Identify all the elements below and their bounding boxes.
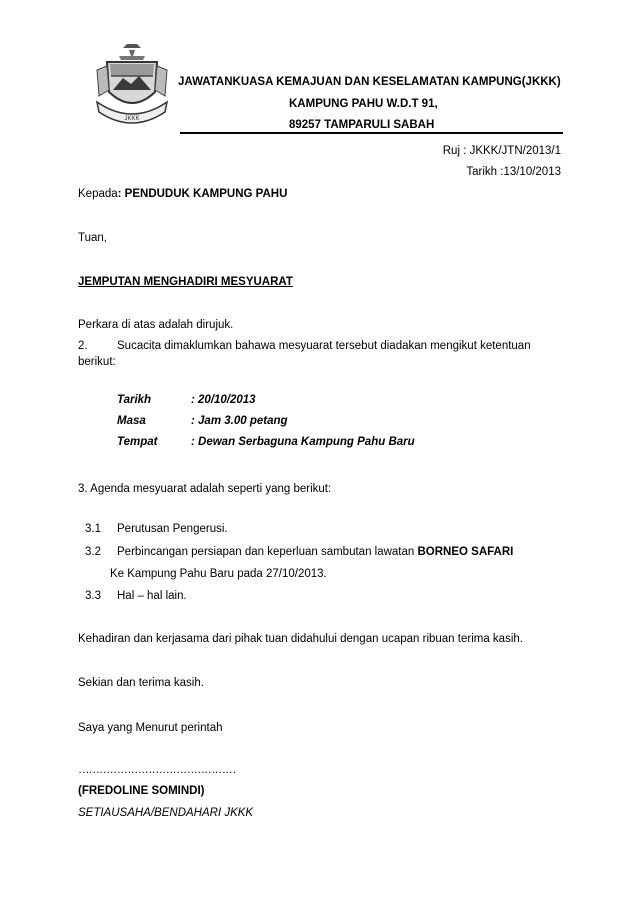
agenda-item-1-text: Perutusan Pengerusi. — [117, 523, 228, 535]
paragraph-2-number: 2. — [78, 340, 88, 352]
signatory-name: (FREDOLINE SOMINDI) — [78, 785, 205, 797]
paragraph-1: Perkara di atas adalah dirujuk. — [78, 319, 234, 331]
village-crest-icon — [93, 40, 171, 130]
agenda-intro: 3. Agenda mesyuarat adalah seperti yang berikut: — [78, 483, 332, 495]
subject-heading: JEMPUTAN MENGHADIRI MESYUARAT — [78, 276, 293, 288]
recipient-label: Kepada — [78, 188, 118, 200]
agenda-item-1-number: 3.1 — [85, 523, 101, 535]
salutation: Tuan, — [78, 232, 107, 244]
signature-line: ……………………………………… — [78, 764, 236, 776]
recipient-name: : PENDUDUK KAMPUNG PAHU — [117, 188, 288, 200]
recipient-line — [78, 187, 287, 201]
letterhead-org: JAWATANKUASA KEMAJUAN DAN KESELAMATAN KAMPUNG(JKKK) — [178, 76, 561, 88]
detail-label-date: Tarikh — [117, 394, 152, 406]
agenda-item-3-number: 3.3 — [85, 590, 101, 602]
detail-label-time: Masa — [117, 415, 146, 427]
detail-value-venue: : Dewan Serbaguna Kampung Pahu Baru — [191, 436, 415, 448]
letterhead-address1: KAMPUNG PAHU W.D.T 91, — [289, 98, 438, 110]
letterhead-address2: 89257 TAMPARULI SABAH — [289, 119, 435, 131]
agenda-item-2-plain: Perbincangan persiapan dan keperluan sambutan lawatan — [117, 546, 418, 558]
letterhead-rule — [180, 132, 563, 134]
paragraph-2-line2: berikut: — [78, 356, 116, 368]
closing-paragraph-3: Saya yang Menurut perintah — [78, 722, 223, 734]
detail-label-venue: Tempat — [117, 436, 158, 448]
signatory-title: SETIAUSAHA/BENDAHARI JKKK — [78, 807, 254, 819]
closing-paragraph-1: Kehadiran dan kerjasama dari pihak tuan didahului dengan ucapan ribuan terima kasih. — [78, 633, 523, 645]
detail-value-time: : Jam 3.00 petang — [191, 415, 288, 427]
detail-value-date: : 20/10/2013 — [191, 394, 256, 406]
agenda-item-2-text — [117, 545, 513, 559]
reference-number: Ruj : JKKK/JTN/2013/1 — [442, 145, 561, 157]
agenda-item-2-continuation: Ke Kampung Pahu Baru pada 27/10/2013. — [110, 568, 327, 580]
crest-ribbon-text: JKKK — [124, 116, 140, 122]
agenda-item-2-number: 3.2 — [85, 546, 101, 558]
closing-paragraph-2: Sekian dan terima kasih. — [78, 677, 204, 689]
agenda-item-3-text: Hal – hal lain. — [117, 590, 187, 602]
agenda-item-2-bold: BORNEO SAFARI — [417, 546, 514, 558]
paragraph-2-line1: Sucacita dimaklumkan bahawa mesyuarat tersebut diadakan mengikut ketentuan — [117, 340, 531, 352]
letter-date: Tarikh :13/10/2013 — [466, 166, 561, 178]
